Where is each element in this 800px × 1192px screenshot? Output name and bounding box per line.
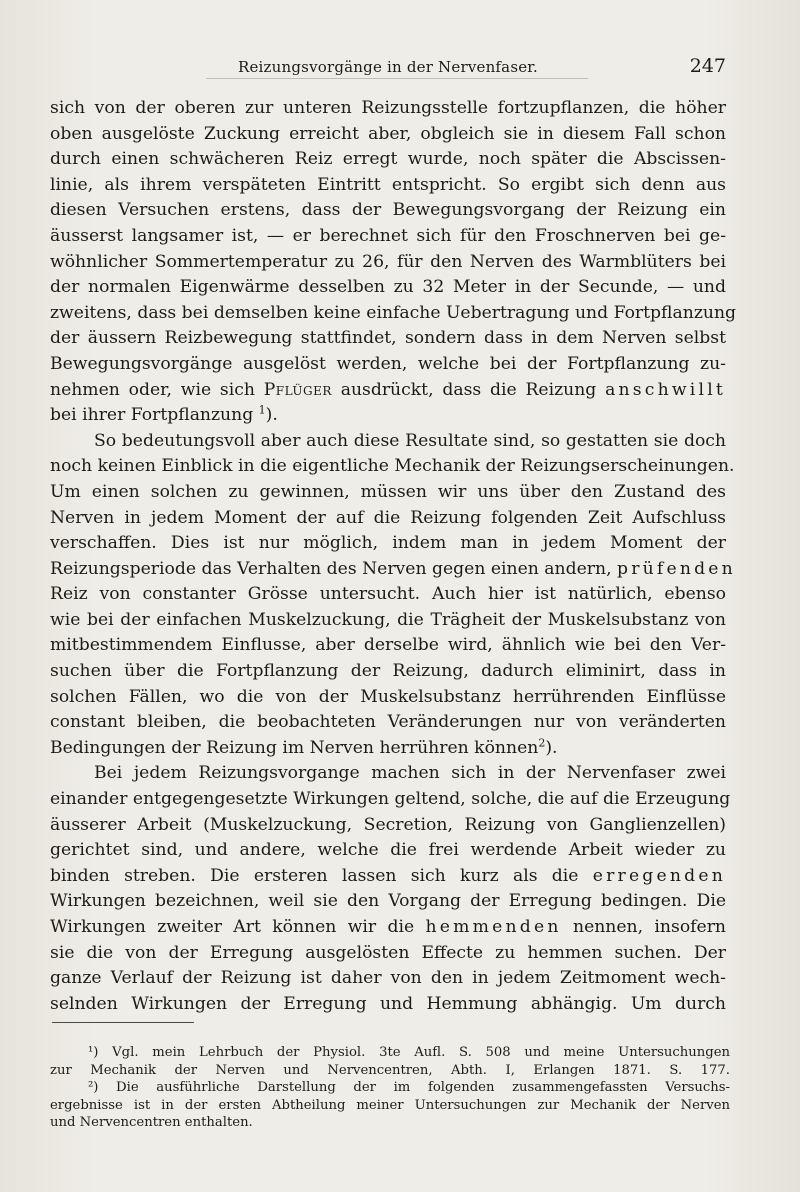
- footnote-2-line: und Nervencentren enthalten.: [50, 1115, 253, 1131]
- text-line: Wirkungen bezeichnen, weil sie den Vorgang der Erregung bedingen. Die: [50, 891, 726, 912]
- text-line: der äussern Reizbewegung stattfindet, sondern dass in dem Nerven selbst: [50, 328, 726, 349]
- emphasized-word: prüfenden: [617, 558, 736, 579]
- text-line: sich von der oberen zur unteren Reizungsstelle fortzupflanzen, die höher: [50, 98, 726, 118]
- text-line: Um einen solchen zu gewinnen, müssen wir uns über den Zustand des: [50, 481, 726, 502]
- text-line: gerichtet sind, und andere, welche die frei werdende Arbeit wieder zu: [50, 840, 726, 861]
- text-line: zweitens, dass bei demselben keine einfache Uebertragung und Fortpflanzung: [50, 302, 737, 323]
- text-line: äusserer Arbeit (Muskelzuckung, Secretion, Reizung von Ganglienzellen): [50, 814, 726, 835]
- footnote-1-line: zur Mechanik der Nerven und Nervencentren, Abth. I, Erlangen 1871. S. 177.: [50, 1062, 730, 1078]
- text-run: ).: [545, 737, 558, 758]
- text-line: constant bleiben, die beobachteten Veränderungen nur von veränderten: [50, 712, 726, 733]
- text-line: verschaffen. Dies ist nur möglich, indem man in jedem Moment der: [50, 533, 726, 554]
- text-line: suchen über die Fortpflanzung der Reizung, dadurch eliminirt, dass in: [50, 661, 726, 682]
- emphasized-word: anschwillt: [605, 379, 727, 400]
- text-line: ganze Verlauf der Reizung ist daher von den in jedem Zeitmoment wech-: [50, 968, 726, 989]
- page-number: 247: [689, 55, 726, 77]
- text-line: wöhnlicher Sommertemperatur zu 26, für den Nerven des Warmblüters bei: [50, 251, 726, 272]
- text-run: ).: [265, 405, 278, 426]
- text-line: [50, 915, 726, 941]
- footnotes: [50, 1044, 730, 1132]
- text-line: So bedeutungsvoll aber auch diese Resultate sind, so gestatten sie doch: [94, 430, 726, 451]
- text-line: selnden Wirkungen der Erregung und Hemmung abhängig. Um durch: [50, 993, 726, 1014]
- text-line: Nerven in jedem Moment der auf die Reizung folgenden Zeit Aufschluss: [50, 507, 726, 528]
- text-run: nennen, insofern: [561, 917, 726, 937]
- footnote-2-line: ²) Die ausführliche Darstellung der im folgenden zusammengefassten Versuchs-: [88, 1080, 730, 1096]
- text-line: diesen Versuchen erstens, dass der Bewegungsvorgang der Reizung ein: [50, 200, 726, 221]
- text-run: nehmen oder, wie sich: [50, 379, 255, 400]
- text-line: [50, 557, 736, 583]
- text-line: [50, 864, 726, 890]
- text-line: Reiz von constanter Grösse untersucht. Auch hier ist natürlich, ebenso: [50, 584, 726, 605]
- paragraph-3: [50, 761, 731, 1017]
- text-run: Wirkungen zweiter Art können wir die: [50, 917, 415, 937]
- text-run: Bedingungen der Reizung im Nerven herrühren können: [50, 737, 539, 758]
- text-line: oben ausgelöste Zuckung erreicht aber, obgleich sie in diesem Fall schon: [50, 123, 726, 144]
- text-line: äusserst langsamer ist, — er berechnet sich für den Froschnerven bei ge-: [50, 225, 726, 246]
- text-line: sie die von der Erregung ausgelösten Effecte zu hemmen suchen. Der: [50, 942, 726, 963]
- footnote-ref: 2: [538, 736, 546, 750]
- paragraph-1: [50, 96, 737, 429]
- emphasized-word: hemmenden: [425, 917, 562, 937]
- paragraph-2: [50, 429, 736, 762]
- text-line: mitbestimmendem Einflusse, aber derselbe wird, ähnlich wie bei den Ver-: [50, 635, 726, 656]
- text-line: [50, 403, 726, 429]
- footnote-2-line: ergebnisse ist in der ersten Abtheilung meiner Untersuchungen zur Mechanik der Nerven: [50, 1097, 730, 1113]
- text-line: solchen Fällen, wo die von der Muskelsubstanz herrührenden Einflüsse: [50, 686, 726, 707]
- running-title: Reizungsvorgänge in der Nervenfaser.: [237, 58, 538, 76]
- text-line: Bewegungsvorgänge ausgelöst werden, welche bei der Fortpflanzung zu-: [50, 353, 726, 374]
- footnote-ref: 1: [258, 403, 266, 417]
- text-run: binden streben. Die ersteren lassen sich kurz als die: [50, 865, 579, 886]
- footnote-1-line: ¹) Vgl. mein Lehrbuch der Physiol. 3te Aufl. S. 508 und meine Untersuchungen: [88, 1045, 730, 1060]
- text-line: [50, 378, 726, 404]
- text-line: der normalen Eigenwärme desselben zu 32 Meter in der Secunde, — und: [50, 277, 726, 298]
- text-line: [50, 736, 726, 762]
- text-line: durch einen schwächeren Reiz erregt wurde, noch später die Abscissen-: [50, 149, 726, 170]
- text-run: bei ihrer Fortpflanzung: [50, 405, 254, 426]
- text-line: einander entgegengesetzte Wirkungen geltend, solche, die auf die Erzeugung: [50, 789, 731, 810]
- text-line: linie, als ihrem verspäteten Eintritt entspricht. So ergibt sich denn aus: [50, 174, 726, 195]
- text-line: noch keinen Einblick in die eigentliche Mechanik der Reizungserscheinungen.: [50, 456, 735, 477]
- text-line: wie bei der einfachen Muskelzuckung, die Trägheit der Muskelsubstanz von: [50, 609, 726, 630]
- text-run: ausdrückt, dass die Reizung: [331, 379, 606, 400]
- author-name: Pflüger: [263, 379, 332, 400]
- text-line: Bei jedem Reizungsvorgange machen sich in der Nervenfaser zwei: [94, 763, 726, 784]
- body-text: [50, 96, 737, 1017]
- emphasized-word: erregenden: [592, 865, 726, 886]
- footnote-rule: [52, 1022, 194, 1023]
- text-run: Reizungsperiode das Verhalten des Nerven gegen einen andern,: [50, 558, 612, 579]
- header-rule: [206, 78, 588, 79]
